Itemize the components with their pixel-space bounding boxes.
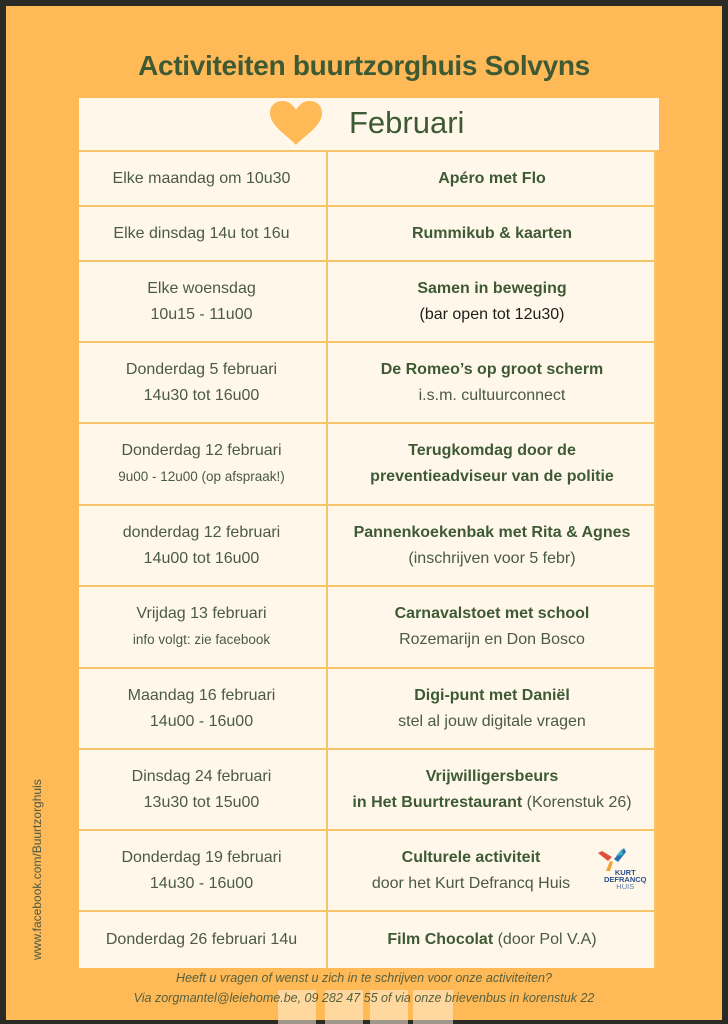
date-cell [79,424,324,504]
date-cell [79,750,324,829]
activity-cell [326,343,656,422]
time-text: 14u30 tot 16u00 [143,386,260,404]
footer-contact: Via zorgmantel@leiehome.be, 09 282 47 55 of via onze brievenbus in korenstuk 22 [133,991,595,1005]
table-row [79,422,656,504]
date-text: Elke woensdag [147,279,256,297]
table-row [79,504,656,585]
activities-grid [79,150,656,968]
film-note: (door Pol V.A) [493,931,597,948]
activities-table [79,98,659,968]
date-cell [79,152,324,205]
date-text: Dinsdag 24 februari [131,767,272,785]
activity-cell [326,587,656,667]
activity-title: Samen in beweging [417,279,567,297]
table-row [79,748,656,829]
activity-cell [326,207,656,260]
date-text: Elke maandag om 10u30 [112,169,291,187]
time-text: 14u00 tot 16u00 [143,549,260,567]
logo-line-2: DEFRANCQ [604,875,647,884]
date-text: Donderdag 12 februari [121,442,282,459]
activity-cell [326,262,656,341]
month-title: Februari [349,105,465,140]
time-text: 13u30 tot 15u00 [143,793,260,811]
activity-cell [326,669,656,748]
date-text: Elke dinsdag 14u tot 16u [113,224,290,242]
facebook-link[interactable]: www.facebook.com/Buurtzorghuis [30,779,44,960]
venue-name: in Het Buurtrestaurant [352,793,523,811]
activity-title: Vrijwilligersbeurs [425,767,559,785]
date-cell [79,831,324,910]
date-cell [79,912,324,968]
time-text: info volgt: zie facebook [132,632,271,647]
activity-title-line2 [352,790,631,816]
activity-cell [326,152,656,205]
activity-title: De Romeo’s op groot scherm [380,360,604,378]
activity-cell [326,912,656,968]
table-row [79,585,656,667]
date-cell [79,207,324,260]
activity-cell [326,506,656,585]
table-row [79,910,656,968]
time-text: 10u15 - 11u00 [150,305,253,323]
film-title: Film Chocolat [387,931,494,948]
date-cell [79,506,324,585]
venue-address: (Korenstuk 26) [522,793,632,811]
activity-title: Carnavalstoet met school [394,605,590,622]
activity-cell [326,750,656,829]
time-text: 14u30 - 16u00 [149,874,254,892]
date-cell [79,343,324,422]
kurt-defrancq-huis-logo [592,847,650,895]
activity-title: Rummikub & kaarten [411,224,573,242]
activity-title: Culturele activiteit [401,848,541,866]
heart-icon [268,100,324,146]
activity-note: Rozemarijn en Don Bosco [399,631,585,648]
activity-note: i.s.m. cultuurconnect [418,386,566,404]
activity-note: stel al jouw digitale vragen [398,712,586,730]
activity-note: door het Kurt Defrancq Huis [371,874,571,892]
table-row [79,667,656,748]
activity-title: Pannenkoekenbak met Rita & Agnes [353,523,631,541]
time-text: 14u00 - 16u00 [149,712,254,730]
month-header [79,98,659,150]
table-row [79,341,656,422]
date-text: Donderdag 26 februari 14u [105,931,298,948]
activity-title-line2: preventieadviseur van de politie [370,468,614,485]
time-text: 9u00 - 12u00 (op afspraak!) [118,469,285,484]
date-cell [79,669,324,748]
activity-note: (inschrijven voor 5 febr) [408,549,576,567]
date-cell [79,587,324,667]
activity-note: (bar open tot 12u30) [419,305,565,323]
page-title: Activiteiten buurtzorghuis Solvyns [138,50,590,81]
date-text: Donderdag 19 februari [121,848,282,866]
date-text: Vrijdag 13 februari [136,605,267,622]
activity-title [387,927,596,953]
footer-question: Heeft u vragen of wenst u zich in te schrijven voor onze activiteiten? [176,971,552,985]
table-row [79,205,656,260]
activity-title: Digi-punt met Daniël [414,686,570,704]
activity-cell [326,831,654,910]
logo-line-1: KURT [614,868,636,877]
logo-text [604,869,647,890]
table-row [79,260,656,341]
activity-title: Apéro met Flo [438,169,546,187]
activity-cell [326,424,656,504]
logo-line-3: HUIS [616,882,635,891]
date-text: Maandag 16 februari [127,686,276,704]
activity-title: Terugkomdag door de [408,442,576,459]
table-row [79,150,656,205]
table-row [79,829,656,910]
date-text: donderdag 12 februari [122,523,281,541]
date-text: Donderdag 5 februari [125,360,278,378]
date-cell [79,262,324,341]
